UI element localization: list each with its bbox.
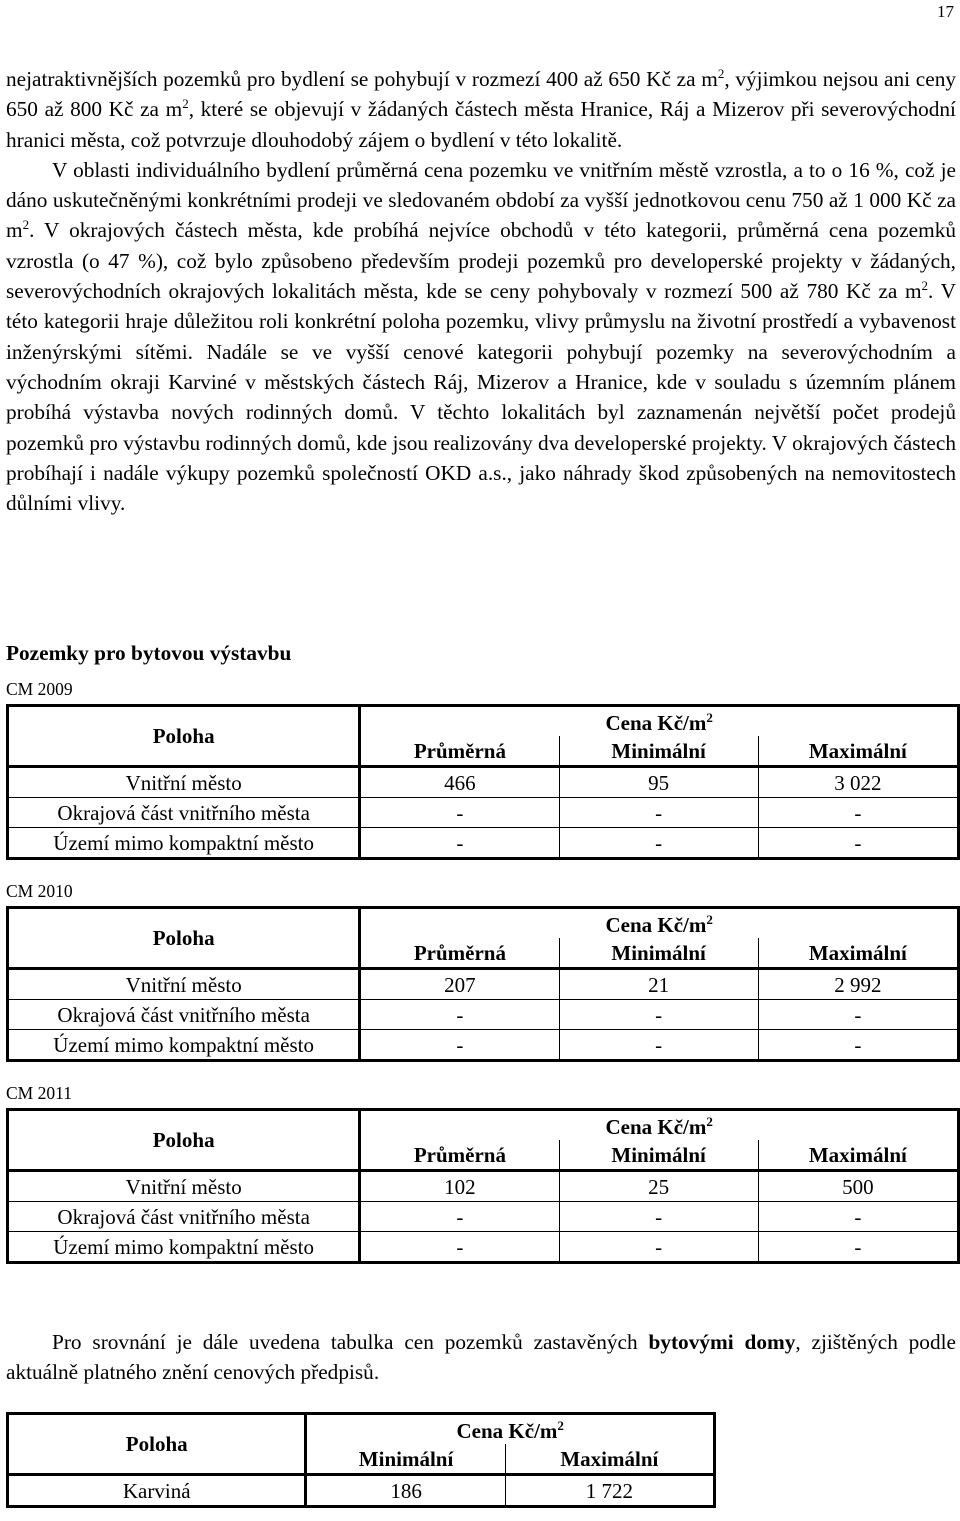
table-row xyxy=(8,1171,959,1202)
table-row xyxy=(8,969,959,1000)
price-table-bytove-domy xyxy=(6,1412,716,1508)
text-section xyxy=(6,64,956,518)
header-min: Minimální xyxy=(559,736,758,767)
cell-min: 25 xyxy=(559,1171,758,1202)
cell-location: Karviná xyxy=(8,1475,306,1507)
cell-min: - xyxy=(559,1030,758,1061)
cell-min: 95 xyxy=(559,767,758,798)
cell-location: Vnitřní město xyxy=(8,969,360,1000)
cell-max: 1 722 xyxy=(505,1475,714,1507)
cell-avg: 207 xyxy=(360,969,559,1000)
paragraph-2: V oblasti individuálního bydlení průměrná cena pozemku ve vnitřním městě vzrostla, a to o 16 %, což je dáno uskutečněnými konkrétními prodeji ve sledovaném období za vyšší jednotkovou cenu 750 až 1 000 Kč za $m^2$. V okrajových částech města, kde probíhá nejvíce obchodů v této kategorii, průměrná cena pozemků vzrostla (o 47 %), což bylo způsobeno především prodeji pozemků pro developerské projekty v žádaných, severovýchodních okrajových lokalitách města, kde se ceny pohybovaly v rozmezí 500 až 780 Kč za $m^2$. V této kategorii hraje důležitou roli konkrétní poloha pozemku, vlivy průmyslu na životní prostředí a vybavenost inženýrskými sítěmi. Nadále se ve vyšší cenové kategorii pohybují pozemky na severovýchodním a východním okraji Karviné v městských částech Ráj, Mizerov a Hranice, kde v souladu s územním plánem probíhá výstavba nových rodinných domů. V těchto lokalitách byl zaznamenán největší počet prodejů pozemků pro výstavbu rodinných domů, kde jsou realizovány dva developerské projekty. V okrajových částech probíhají i nadále výkupy pozemků společností OKD a.s., jako náhrady škod způsobených na nemovitostech důlními vlivy. xyxy=(6,157,956,516)
header-location: Poloha xyxy=(8,1110,360,1171)
cell-avg: - xyxy=(360,1232,559,1263)
header-min: Minimální xyxy=(559,1140,758,1171)
table-row xyxy=(8,828,959,859)
table-row xyxy=(8,767,959,798)
table-row xyxy=(8,798,959,828)
header-max: Maximální xyxy=(505,1444,714,1475)
cell-location: Vnitřní město xyxy=(8,1171,360,1202)
cell-location: Vnitřní město xyxy=(8,767,360,798)
cell-max: - xyxy=(758,1030,958,1061)
price-table-cm2011 xyxy=(6,1108,960,1264)
header-max: Maximální xyxy=(758,938,958,969)
price-table-cm2010 xyxy=(6,906,960,1062)
table-label: CM 2011 xyxy=(6,1083,72,1103)
paragraph-1: nejatraktivnějších pozemků pro bydlení se pohybují v rozmezí 400 až 650 Kč za $m^2$, výjimkou nejsou ani ceny 650 až 800 Kč za $m^2$, které se objevují v žádaných částech města Hranice, Ráj a Mizerov při severovýchodní hranici města, což potvrzuje dlouhodobý zájem o bydlení v této lokalitě. xyxy=(6,66,956,152)
cell-location: Okrajová část vnitřního města xyxy=(8,1000,360,1030)
cell-min: - xyxy=(559,1000,758,1030)
cell-max: 500 xyxy=(758,1171,958,1202)
table-row xyxy=(8,1475,715,1507)
header-min: Minimální xyxy=(559,938,758,969)
cell-min: - xyxy=(559,828,758,859)
cell-location: Okrajová část vnitřního města xyxy=(8,1202,360,1232)
cell-max: 3 022 xyxy=(758,767,958,798)
table-label: CM 2009 xyxy=(6,679,73,699)
header-min: Minimální xyxy=(306,1444,505,1475)
header-avg: Průměrná xyxy=(360,1140,559,1171)
cell-min: 21 xyxy=(559,969,758,1000)
table-row xyxy=(8,1202,959,1232)
table-label: CM 2010 xyxy=(6,881,73,901)
cell-avg: 466 xyxy=(360,767,559,798)
header-price: Cena $Kč/m^2$ xyxy=(360,706,959,737)
cell-max: - xyxy=(758,798,958,828)
cell-location: Území mimo kompaktní město xyxy=(8,1030,360,1061)
section-heading: Pozemky pro bytovou výstavbu xyxy=(6,641,292,665)
cell-location: Území mimo kompaktní město xyxy=(8,828,360,859)
paragraph-3: Pro srovnání je dále uvedena tabulka cen pozemků zastavěných bytovými domy, zjištěných podle aktuálně platného znění cenových předpisů. xyxy=(6,1330,956,1385)
cell-max: - xyxy=(758,1202,958,1232)
header-price: Cena $Kč/m^2$ xyxy=(306,1414,715,1445)
cell-avg: - xyxy=(360,1000,559,1030)
header-location: Poloha xyxy=(8,908,360,969)
cell-location: Území mimo kompaktní město xyxy=(8,1232,360,1263)
cell-min: - xyxy=(559,798,758,828)
header-location: Poloha xyxy=(8,1414,306,1475)
cell-max: - xyxy=(758,828,958,859)
cell-location: Okrajová část vnitřního města xyxy=(8,798,360,828)
header-avg: Průměrná xyxy=(360,736,559,767)
cell-avg: 102 xyxy=(360,1171,559,1202)
header-max: Maximální xyxy=(758,736,958,767)
cell-avg: - xyxy=(360,1030,559,1061)
cell-min: - xyxy=(559,1232,758,1263)
cell-avg: - xyxy=(360,828,559,859)
cell-avg: - xyxy=(360,798,559,828)
header-max: Maximální xyxy=(758,1140,958,1171)
header-avg: Průměrná xyxy=(360,938,559,969)
cell-min: - xyxy=(559,1202,758,1232)
cell-min: 186 xyxy=(306,1475,505,1507)
table-row xyxy=(8,1232,959,1263)
header-price: Cena $Kč/m^2$ xyxy=(360,1110,959,1141)
page-number: 17 xyxy=(937,2,954,21)
cell-max: 2 992 xyxy=(758,969,958,1000)
table-row xyxy=(8,1030,959,1061)
table-row xyxy=(8,1000,959,1030)
cell-max: - xyxy=(758,1232,958,1263)
header-price: Cena $Kč/m^2$ xyxy=(360,908,959,939)
header-location: Poloha xyxy=(8,706,360,767)
cell-max: - xyxy=(758,1000,958,1030)
cell-avg: - xyxy=(360,1202,559,1232)
price-table-cm2009 xyxy=(6,704,960,860)
